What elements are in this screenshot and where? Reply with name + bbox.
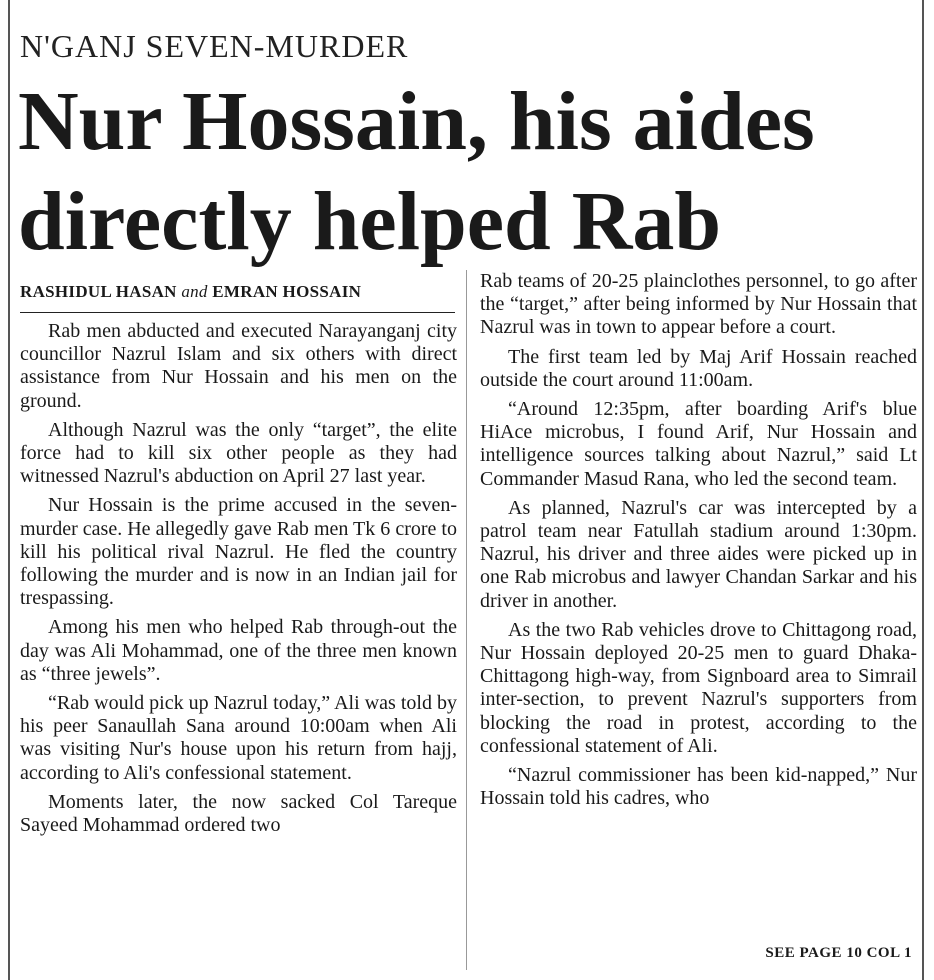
kicker: N'GANJ SEVEN-MURDER — [20, 28, 409, 64]
paragraph: “Nazrul commissioner has been kid-napped,” Nur Hossain told his cadres, who — [480, 764, 917, 810]
paragraph: As planned, Nazrul's car was intercepted by a patrol team near Fatullah stadium around 1:30pm. Nazrul, his driver and three aides were picked up in one Rab microbus and lawyer Chandan Sarkar and his driver in another. — [480, 496, 917, 612]
column-left — [20, 320, 457, 837]
left-border — [8, 0, 10, 980]
paragraph: Rab men abducted and executed Narayanganj city councillor Nazrul Islam and six others with direct assistance from Nur Hossain and his men on the ground. — [20, 320, 457, 412]
continuation-note: SEE PAGE 10 COL 1 — [765, 945, 912, 961]
paragraph: Moments later, the now sacked Col Tareque Sayeed Mohammad ordered two — [20, 790, 457, 837]
column-right — [480, 270, 917, 810]
column-divider — [466, 270, 467, 970]
paragraph: As the two Rab vehicles drove to Chittagong road, Nur Hossain deployed 20-25 men to guard Dhaka-Chittagong high-way, from Signboard area to Simrail inter-section, to prevent Nazrul's supporters from blocking the road in protest, according to the confessional statement of Ali. — [480, 618, 917, 757]
right-border — [922, 0, 924, 980]
paragraph: Nur Hossain is the prime accused in the seven-murder case. He allegedly gave Rab men Tk 6 crore to kill his political rival Nazrul. He fled the country following the murder and is now in an Indian jail for trespassing. — [20, 494, 457, 610]
byline-connector: and — [181, 282, 208, 301]
headline: Nur Hossain, his aides directly helped Rab — [18, 75, 815, 268]
author-1: RASHIDUL HASAN — [20, 282, 177, 301]
paragraph: “Around 12:35pm, after boarding Arif's blue HiAce microbus, I found Arif, Nur Hossain and intelligence sources talking about Nazrul,” said Lt Commander Masud Rana, who led the second team. — [480, 398, 917, 490]
paragraph: The first team led by Maj Arif Hossain reached outside the court around 11:00am. — [480, 345, 917, 391]
paragraph: Rab teams of 20-25 plainclothes personnel, to go after the “target,” after being informed by Nur Hossain that Nazrul was in town to appear before a court. — [480, 270, 917, 339]
paragraph: “Rab would pick up Nazrul today,” Ali was told by his peer Sanaullah Sana around 10:00am when Ali was visiting Nur's house upon his return from hajj, according to Ali's confessional statement. — [20, 692, 457, 784]
byline-rule — [20, 312, 455, 313]
paragraph: Although Nazrul was the only “target”, the elite force had to kill six other people as they had witnessed Nazrul's abduction on April 27 last year. — [20, 418, 457, 488]
author-2: EMRAN HOSSAIN — [212, 282, 362, 301]
byline — [20, 282, 361, 302]
paragraph: Among his men who helped Rab through-out the day was Ali Mohammad, one of the three men known as “three jewels”. — [20, 616, 457, 685]
